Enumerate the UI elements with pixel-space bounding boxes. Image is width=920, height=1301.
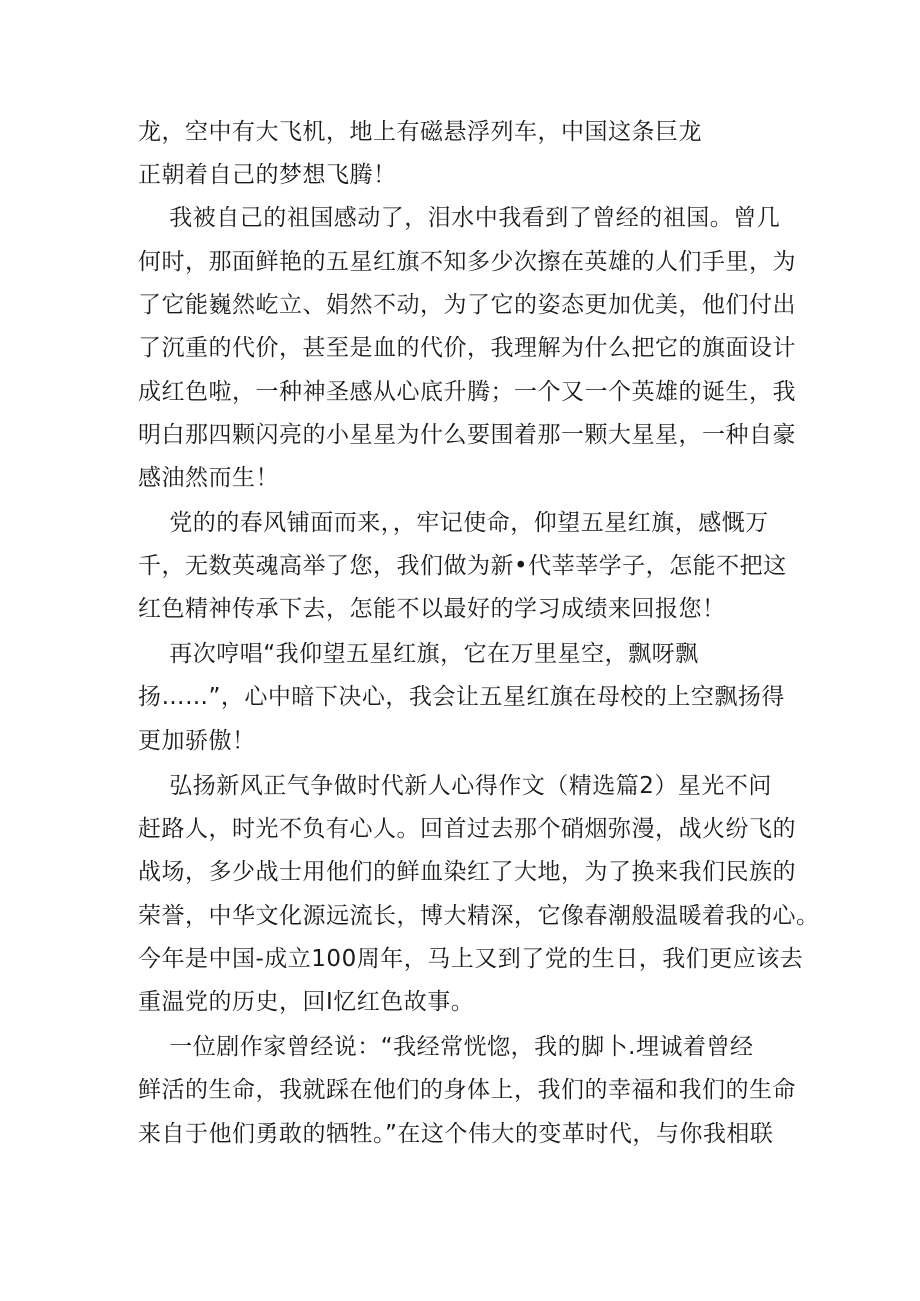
text-line: 荣誉，中华文化源远流长，博大精深，它像春潮般温暖着我的心。: [138, 903, 820, 929]
text-line: 赶路人，时光不负有心人。回首过去那个硝烟弥漫，战火纷飞的: [138, 816, 796, 842]
text-line: 成红色啦，一种神圣感从心底升腾；一个又一个英雄的诞生，我: [138, 379, 796, 405]
text-line: 了它能巍然屹立、娟然不动，为了它的姿态更加优美，他们付出: [138, 292, 796, 318]
text-line: 今年是中国-成立100周年，马上又到了党的生日，我们更应该去: [138, 946, 804, 972]
text-line: 红色精神传承下去，怎能不以最好的学习成绩来回报您！: [138, 596, 726, 622]
text-line: 更加骄傲！: [138, 728, 256, 754]
text-line: 党的的春风铺面而来，，牢记使命，仰望五星红旗，感慨万: [138, 510, 769, 536]
text-line: 鲜活的生命，我就踩在他们的身体上，我们的幸福和我们的生命: [138, 1077, 796, 1103]
text-line: 来自于他们勇敢的牺牲。”在这个伟大的变革时代，与你我相联: [138, 1121, 774, 1147]
text-line: 弘扬新风正气争做时代新人心得作文（精选篇2）星光不问: [138, 773, 772, 799]
text-line: 战场，多少战士用他们的鲜血染红了大地，为了换来我们民族的: [138, 859, 796, 885]
text-line: 重温党的历史，回I忆红色故事。: [138, 989, 475, 1015]
text-line: 扬……”，心中暗下决心，我会让五星红旗在母校的上空飘扬得: [138, 684, 785, 710]
text-line: 再次哼唱“我仰望五星红旗，它在万里星空，飘呀飘: [138, 641, 699, 667]
text-line: 千，无数英魂高举了您，我们做为新•代莘莘学子，怎能不把这: [138, 553, 787, 579]
text-line: 龙，空中有大飞机，地上有磁悬浮列车，中国这条巨龙: [138, 119, 702, 145]
text-line: 我被自己的祖国感动了，泪水中我看到了曾经的祖国。曾几: [138, 205, 781, 231]
text-line: 一位剧作家曾经说：“我经常恍惚，我的脚卜.埋诚着曾经: [138, 1034, 754, 1060]
text-line: 何时，那面鲜艳的五星红旗不知多少次擦在英雄的人们手里，为: [138, 249, 796, 275]
text-line: 正朝着自己的梦想飞腾！: [138, 162, 397, 188]
text-line: 了沉重的代价，甚至是血的代价，我理解为什么把它的旗面设计: [138, 335, 796, 361]
text-line: 感油然而生！: [138, 465, 279, 491]
text-line: 明白那四颗闪亮的小星星为什么要围着那一颗大星星，一种自豪: [138, 422, 796, 448]
